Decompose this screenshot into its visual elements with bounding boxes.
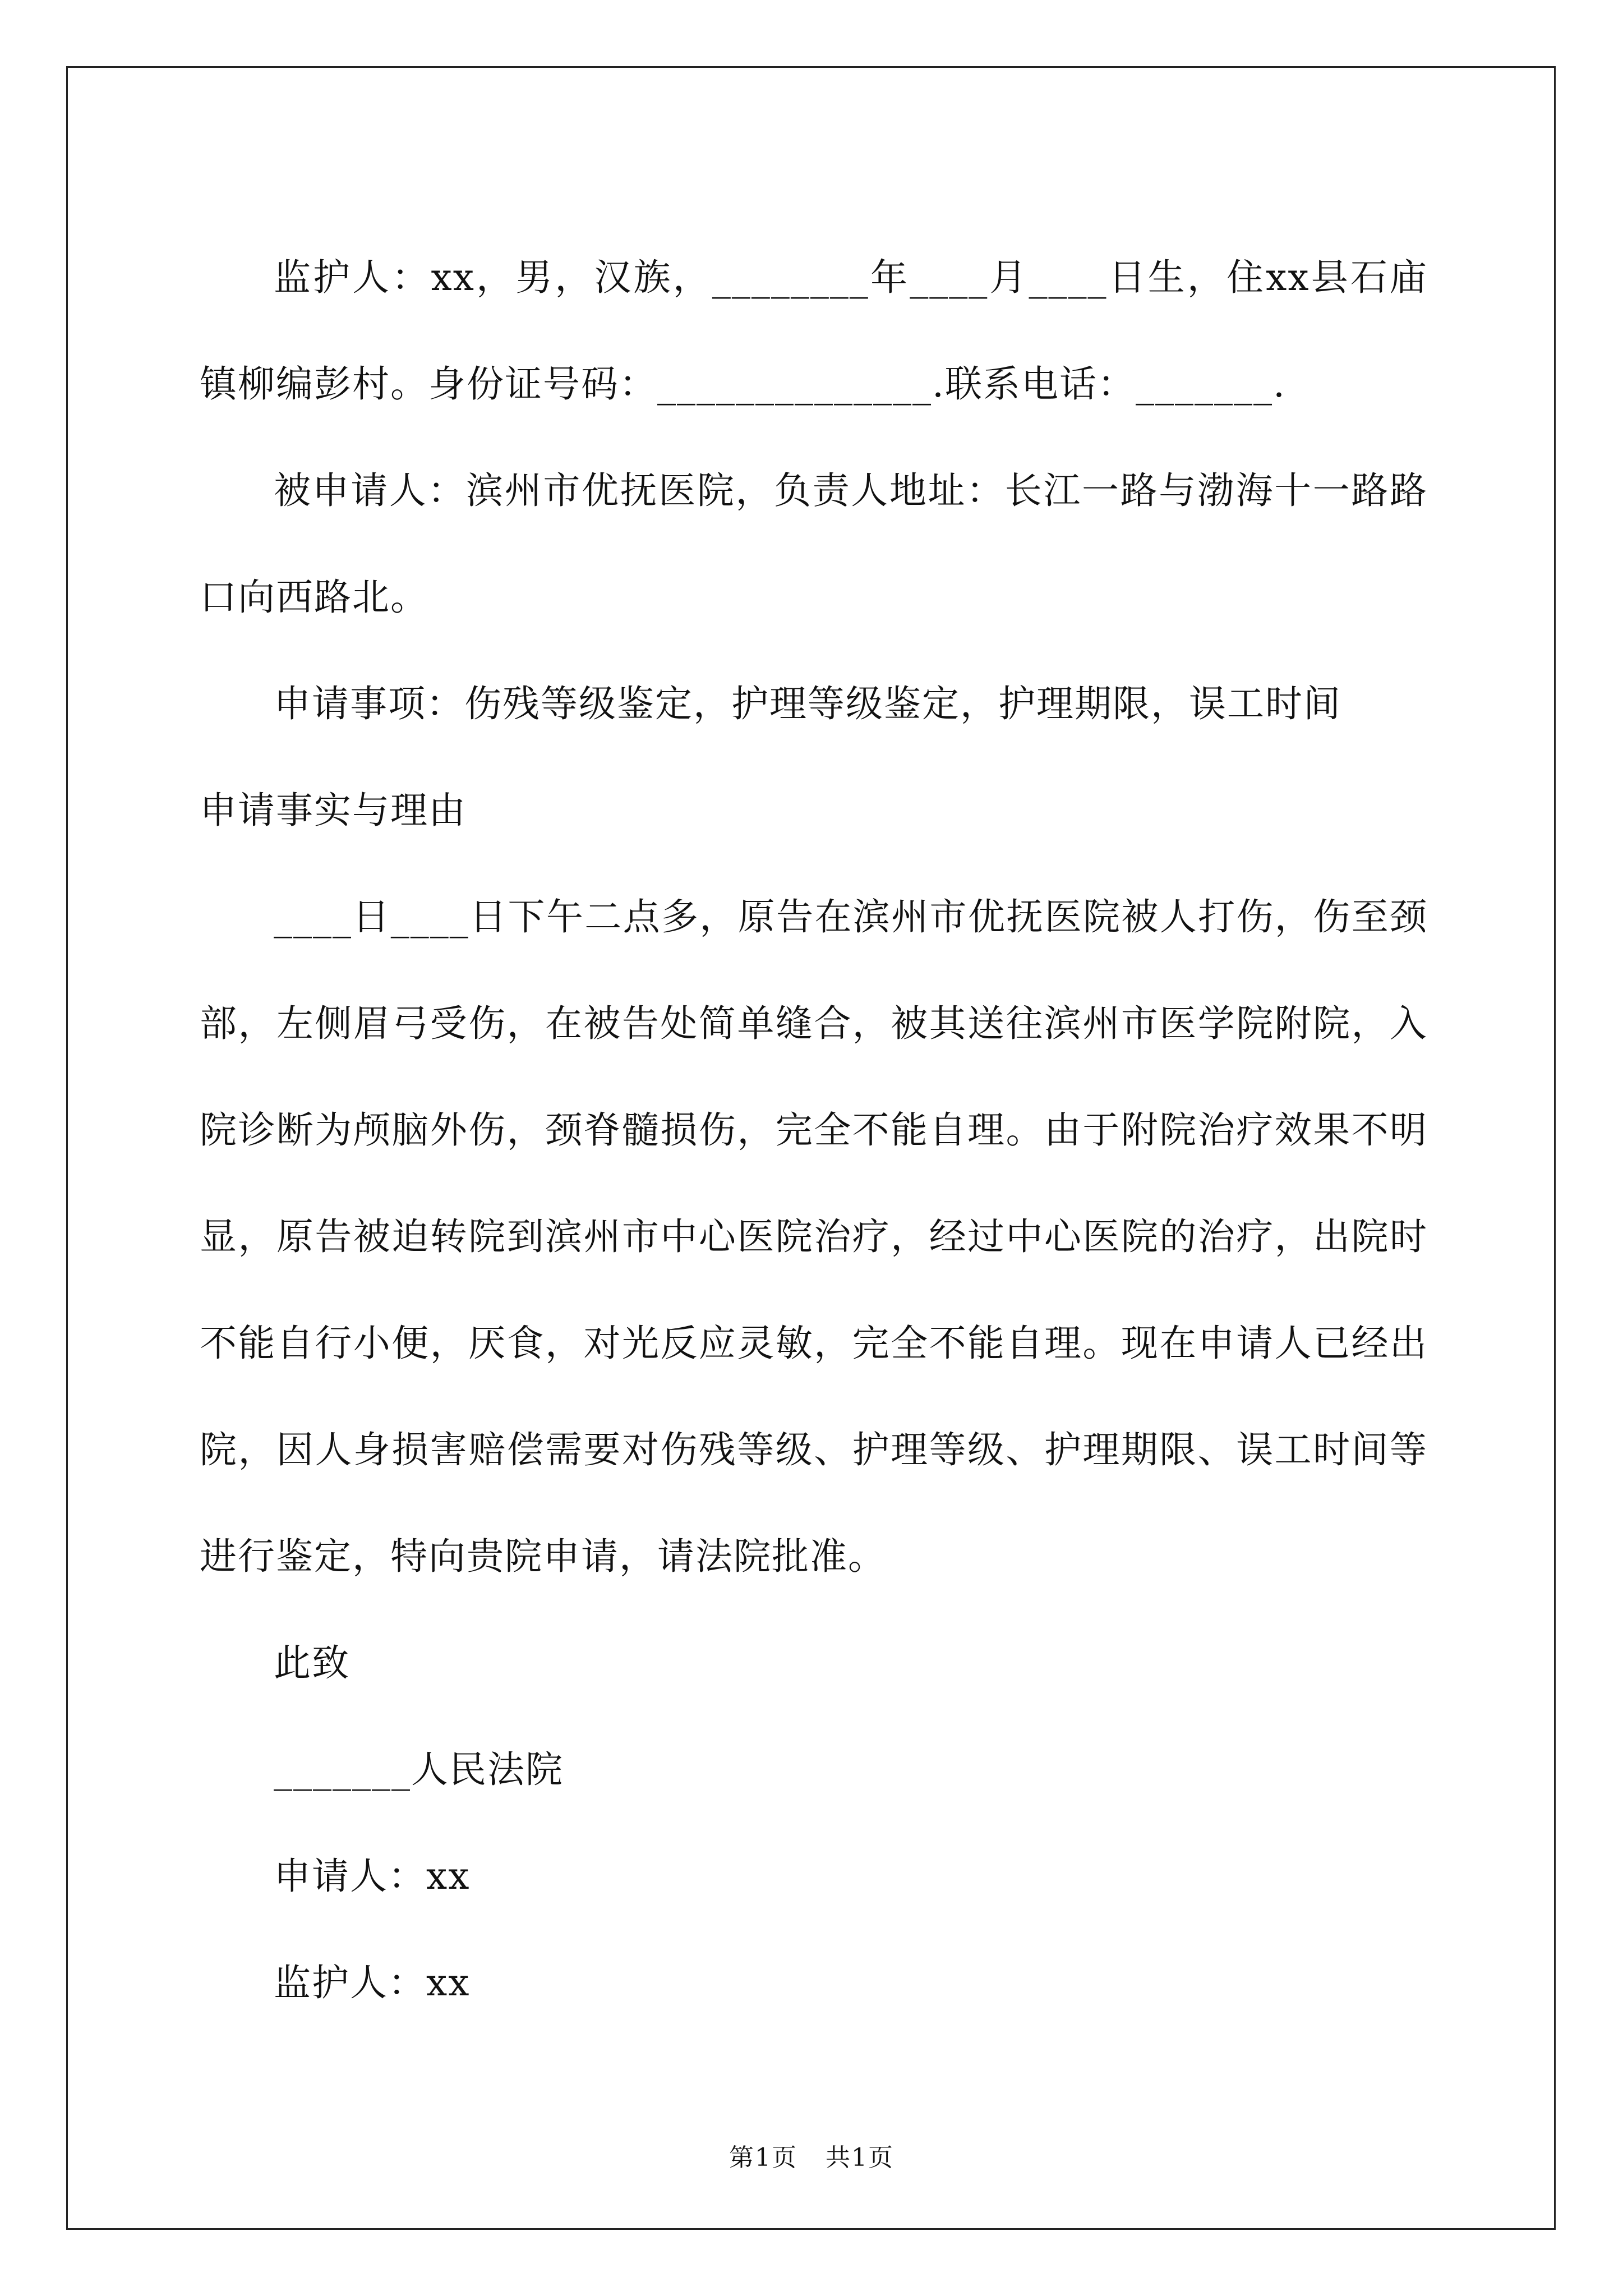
guardian-signature: 监护人：xx — [274, 1961, 471, 2004]
respondent-paragraph: 被申请人：滨州市优抚医院，负责人地址：长江一路与渤海十一路路口向西路北。 — [200, 469, 1428, 619]
court-name: _______人民法院 — [274, 1748, 564, 1791]
page-number-current: 第1页 — [729, 2143, 797, 2172]
page-number-total: 共1页 — [826, 2143, 894, 2172]
request-items-paragraph: 申请事项：伤残等级鉴定，护理等级鉴定，护理期限，误工时间 — [274, 682, 1341, 725]
applicant-signature: 申请人：xx — [274, 1855, 471, 1898]
facts-heading: 申请事实与理由 — [200, 789, 467, 832]
salutation: 此致 — [274, 1641, 350, 1685]
page-footer — [0, 2137, 1623, 2173]
document-body — [200, 224, 1428, 2036]
facts-paragraph: ____日____日下午二点多，原告在滨州市优抚医院被人打伤，伤至颈部，左侧眉弓受伤，在被告处简单缝合，被其送往滨州市医学院附院，入院诊断为颅脑外伤，颈脊髓损伤，完全不能自理。由于附院治疗效果不明显，原告被迫转院到滨州市中心医院治疗，经过中心医院的治疗，出院时不能自行小便，厌食，对光反应灵敏，完全不能自理。现在申请人已经出院，因人身损害赔偿需要对伤残等级、护理等级、护理期限、误工时间等进行鉴定，特向贵院申请，请法院批准。 — [200, 895, 1428, 1578]
guardian-info-paragraph: 监护人：xx，男，汉族，________年____月____日生，住xx县石庙镇柳编彭村。身份证号码：______________.联系电话：_______. — [200, 256, 1428, 406]
